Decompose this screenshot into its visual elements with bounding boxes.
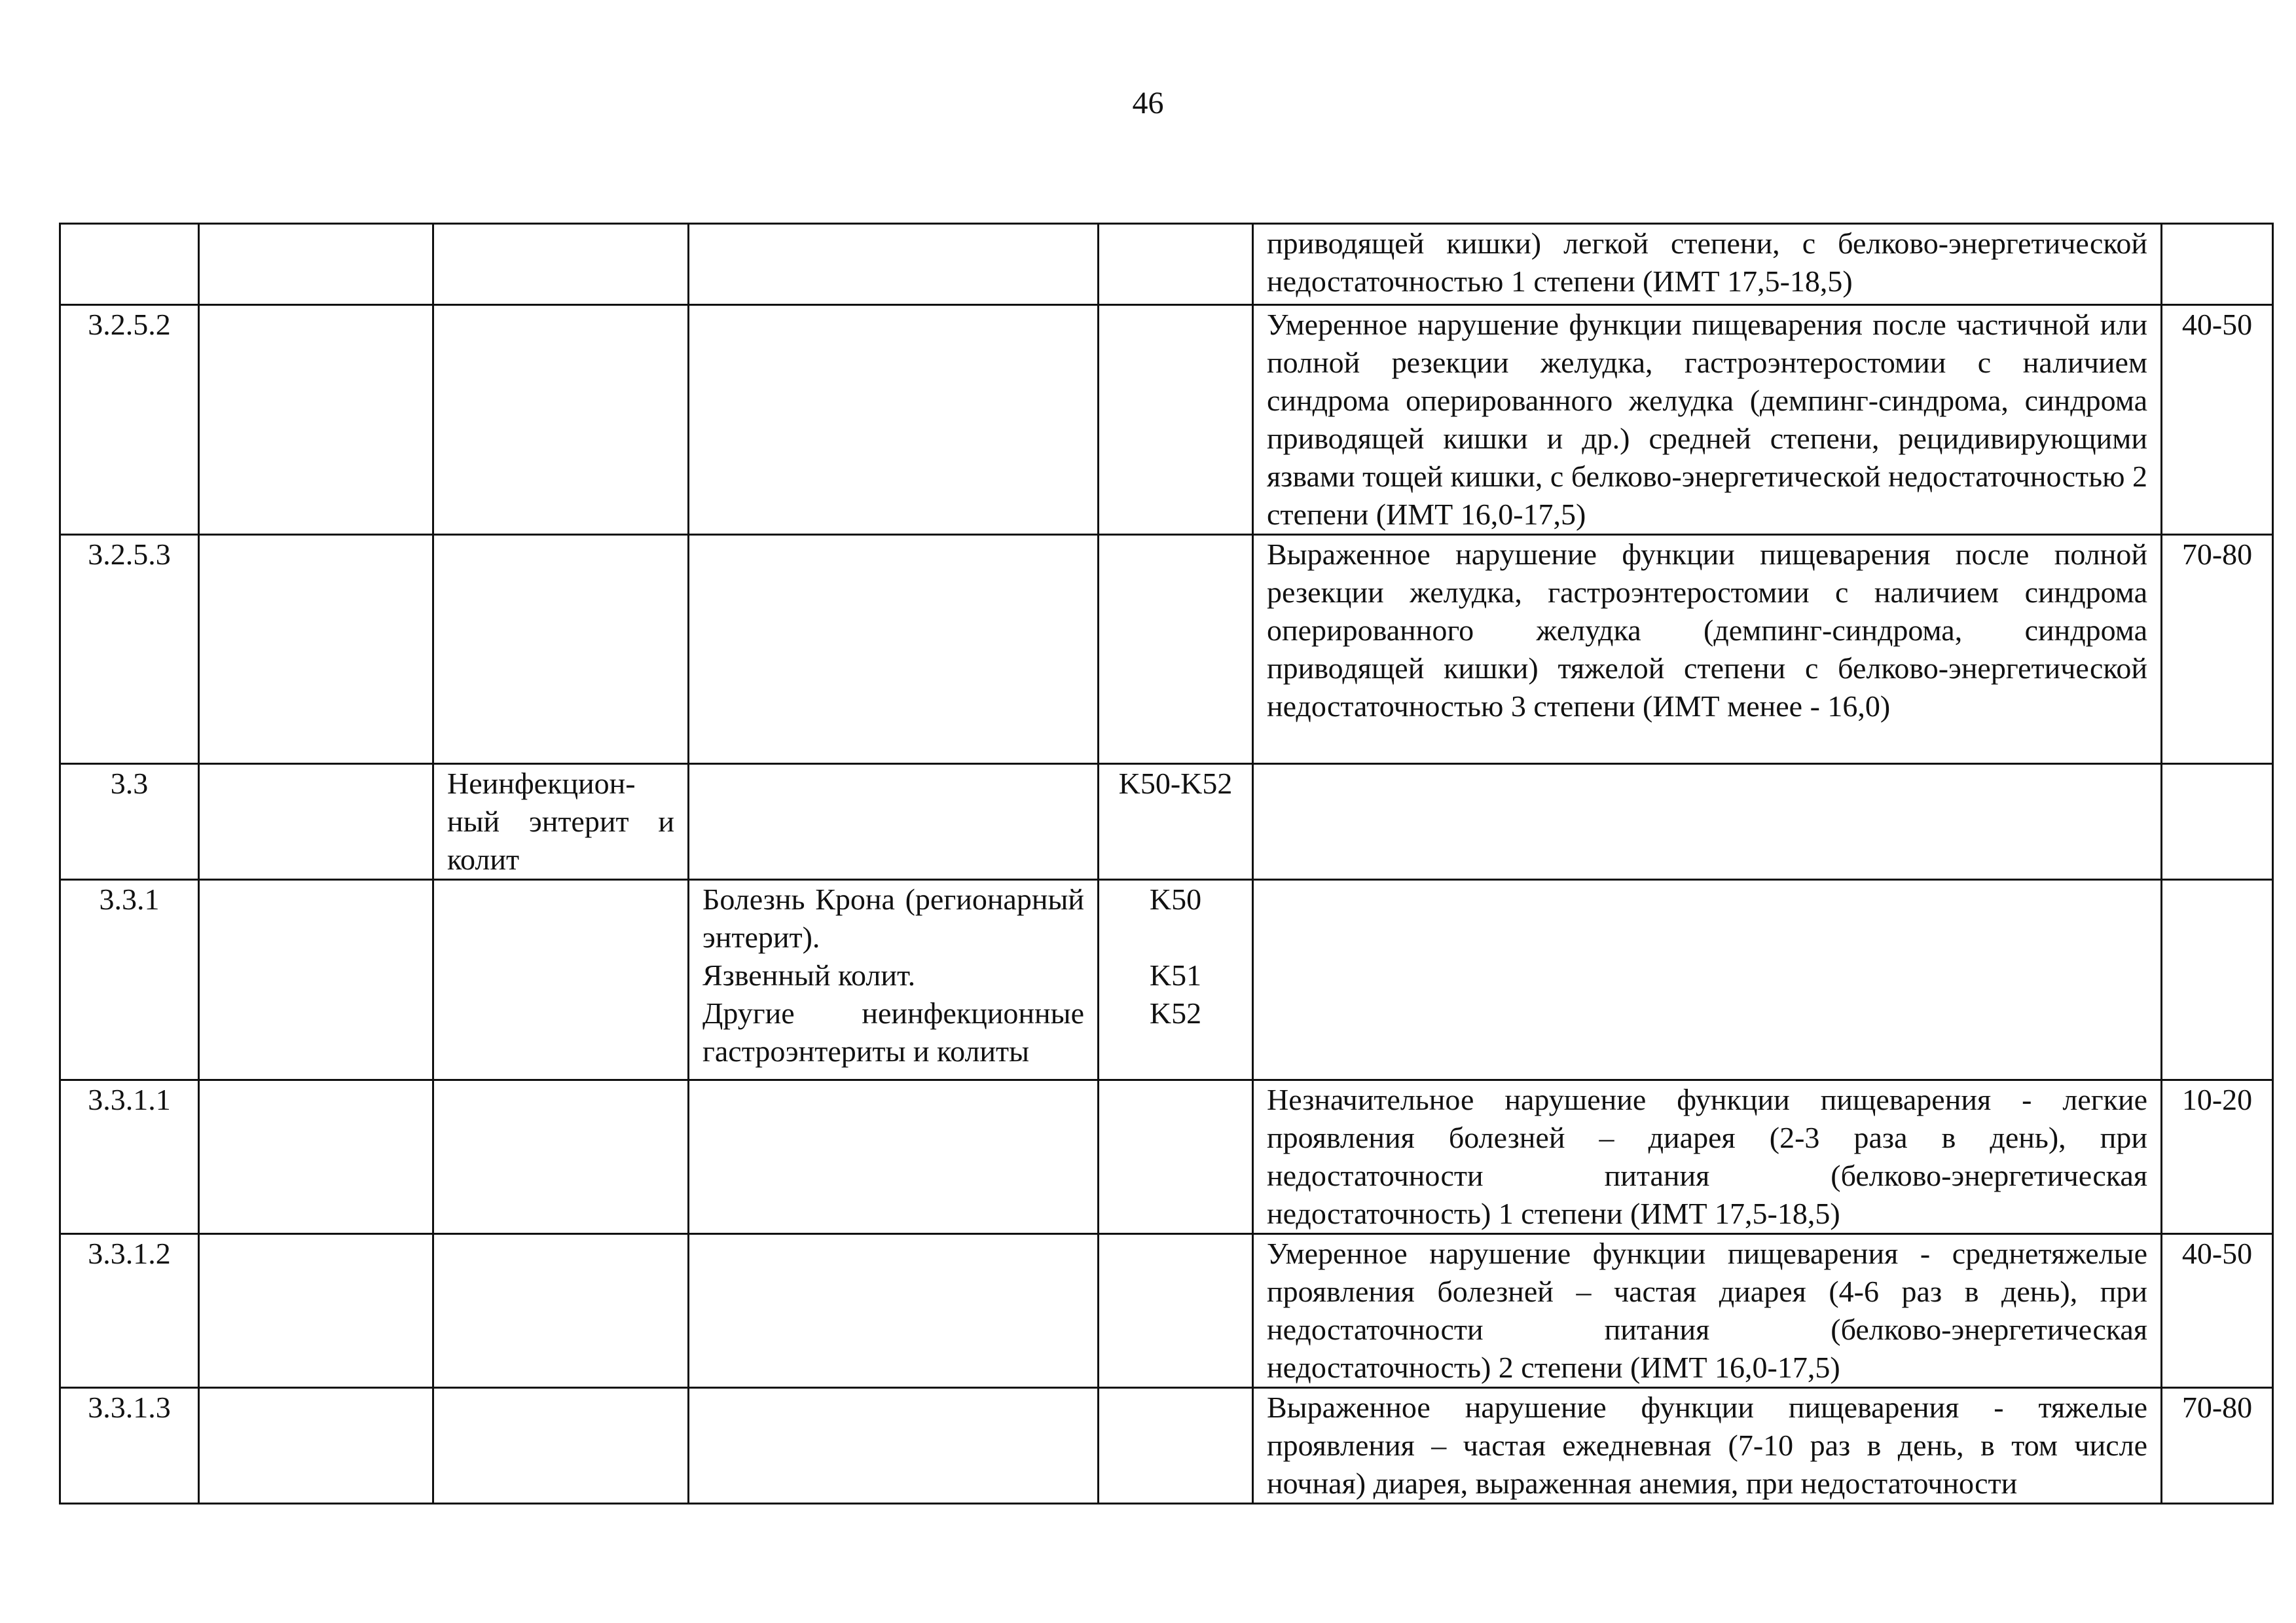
disease-group-cell	[433, 535, 689, 764]
percentage-cell: 70-80	[2162, 535, 2273, 764]
item-number-cell: 3.2.5.3	[60, 535, 199, 764]
disease-group-cell	[433, 224, 689, 305]
percentage-cell: 40-50	[2162, 1234, 2273, 1388]
empty-cell	[199, 224, 433, 305]
table-row	[60, 1388, 2273, 1504]
icd-code-line: K51	[1149, 958, 1202, 992]
item-number-cell: 3.3.1.1	[60, 1080, 199, 1234]
disease-name-cell	[689, 764, 1099, 880]
table-row	[60, 1234, 2273, 1388]
empty-cell	[199, 1234, 433, 1388]
disease-group-cell	[433, 1234, 689, 1388]
empty-cell	[199, 1080, 433, 1234]
icd-code-cell	[1099, 305, 1253, 535]
icd-code-cell	[1099, 1234, 1253, 1388]
disease-group-cell	[433, 1388, 689, 1504]
percentage-cell: 10-20	[2162, 1080, 2273, 1234]
item-number-cell: 3.3.1	[60, 880, 199, 1080]
empty-cell	[199, 305, 433, 535]
empty-cell	[199, 535, 433, 764]
icd-code-line: K50-K52	[1118, 767, 1233, 800]
table-row	[60, 224, 2273, 305]
icd-code-line: K50	[1149, 883, 1202, 916]
page-number: 46	[1132, 86, 1164, 120]
disease-group-cell	[433, 880, 689, 1080]
clinical-description-cell: Незначительное нарушение функции пищеварения - легкие проявления болезней – диарея (2-3 раза в день), при недостаточности питания (белково-энергетическая недостаточность) 1 степени (ИМТ 17,5-18,5)	[1253, 1080, 2162, 1234]
disease-name-cell	[689, 1080, 1099, 1234]
item-number-cell: 3.3.1.2	[60, 1234, 199, 1388]
clinical-description-cell: Умеренное нарушение функции пищеварения - среднетяжелые проявления болезней – частая диарея (4-6 раз в день), при недостаточности питания (белково-энергетическая недостаточность) 2 степени (ИМТ 16,0-17,5)	[1253, 1234, 2162, 1388]
table-row	[60, 535, 2273, 764]
disease-name-line: Болезнь Крона (регионарный энтерит).	[702, 883, 1084, 954]
item-number-cell: 3.2.5.2	[60, 305, 199, 535]
disease-group-cell	[433, 305, 689, 535]
disease-name-cell	[689, 535, 1099, 764]
item-number-cell: 3.3	[60, 764, 199, 880]
icd-code-cell	[1099, 224, 1253, 305]
percentage-cell: 70-80	[2162, 1388, 2273, 1504]
icd-code-line	[1112, 919, 1239, 957]
table-row	[60, 880, 2273, 1080]
disease-name-cell	[689, 1234, 1099, 1388]
classification-table	[59, 223, 2274, 1504]
icd-code-line: K52	[1149, 996, 1202, 1030]
disease-name-cell	[689, 1388, 1099, 1504]
icd-code-cell	[1099, 1388, 1253, 1504]
table-row	[60, 1080, 2273, 1234]
icd-code-cell	[1099, 880, 1253, 1080]
disease-group-cell: Неинфекционный энтерит и колит	[433, 764, 689, 880]
disease-name-line: Другие неинфекционные гастроэнтериты и колиты	[702, 996, 1084, 1068]
clinical-description-cell	[1253, 764, 2162, 880]
item-number-cell	[60, 224, 199, 305]
table-row	[60, 764, 2273, 880]
disease-name-cell	[689, 880, 1099, 1080]
clinical-description-cell: Умеренное нарушение функции пищеварения после частичной или полной резекции желудка, гастроэнтеростомии с наличием синдрома оперированного желудка (демпинг-синдрома, синдрома приводящей кишки и др.) средней степени, рецидивирующими язвами тощей кишки, с белково-энергетической недостаточностью 2 степени (ИМТ 16,0-17,5)	[1253, 305, 2162, 535]
empty-cell	[199, 880, 433, 1080]
disease-group-cell	[433, 1080, 689, 1234]
disease-name-line: Язвенный колит.	[702, 958, 916, 992]
empty-cell	[199, 764, 433, 880]
disease-name-cell	[689, 224, 1099, 305]
icd-code-cell	[1099, 1080, 1253, 1234]
clinical-description-cell: приводящей кишки) легкой степени, с белково-энергетической недостаточностью 1 степени (ИМТ 17,5-18,5)	[1253, 224, 2162, 305]
table-row	[60, 305, 2273, 535]
icd-code-cell	[1099, 764, 1253, 880]
disease-name-cell	[689, 305, 1099, 535]
percentage-cell	[2162, 224, 2273, 305]
percentage-cell	[2162, 764, 2273, 880]
item-number-cell: 3.3.1.3	[60, 1388, 199, 1504]
clinical-description-cell	[1253, 880, 2162, 1080]
percentage-cell	[2162, 880, 2273, 1080]
icd-code-cell	[1099, 535, 1253, 764]
percentage-cell: 40-50	[2162, 305, 2273, 535]
clinical-description-cell: Выраженное нарушение функции пищеварения - тяжелые проявления – частая ежедневная (7-10 раз в день, в том числе ночная) диарея, выраженная анемия, при недостаточности	[1253, 1388, 2162, 1504]
clinical-description-cell: Выраженное нарушение функции пищеварения после полной резекции желудка, гастроэнтеростомии с наличием синдрома оперированного желудка (демпинг-синдрома, синдрома приводящей кишки) тяжелой степени с белково-энергетической недостаточностью 3 степени (ИМТ менее - 16,0)	[1253, 535, 2162, 764]
empty-cell	[199, 1388, 433, 1504]
